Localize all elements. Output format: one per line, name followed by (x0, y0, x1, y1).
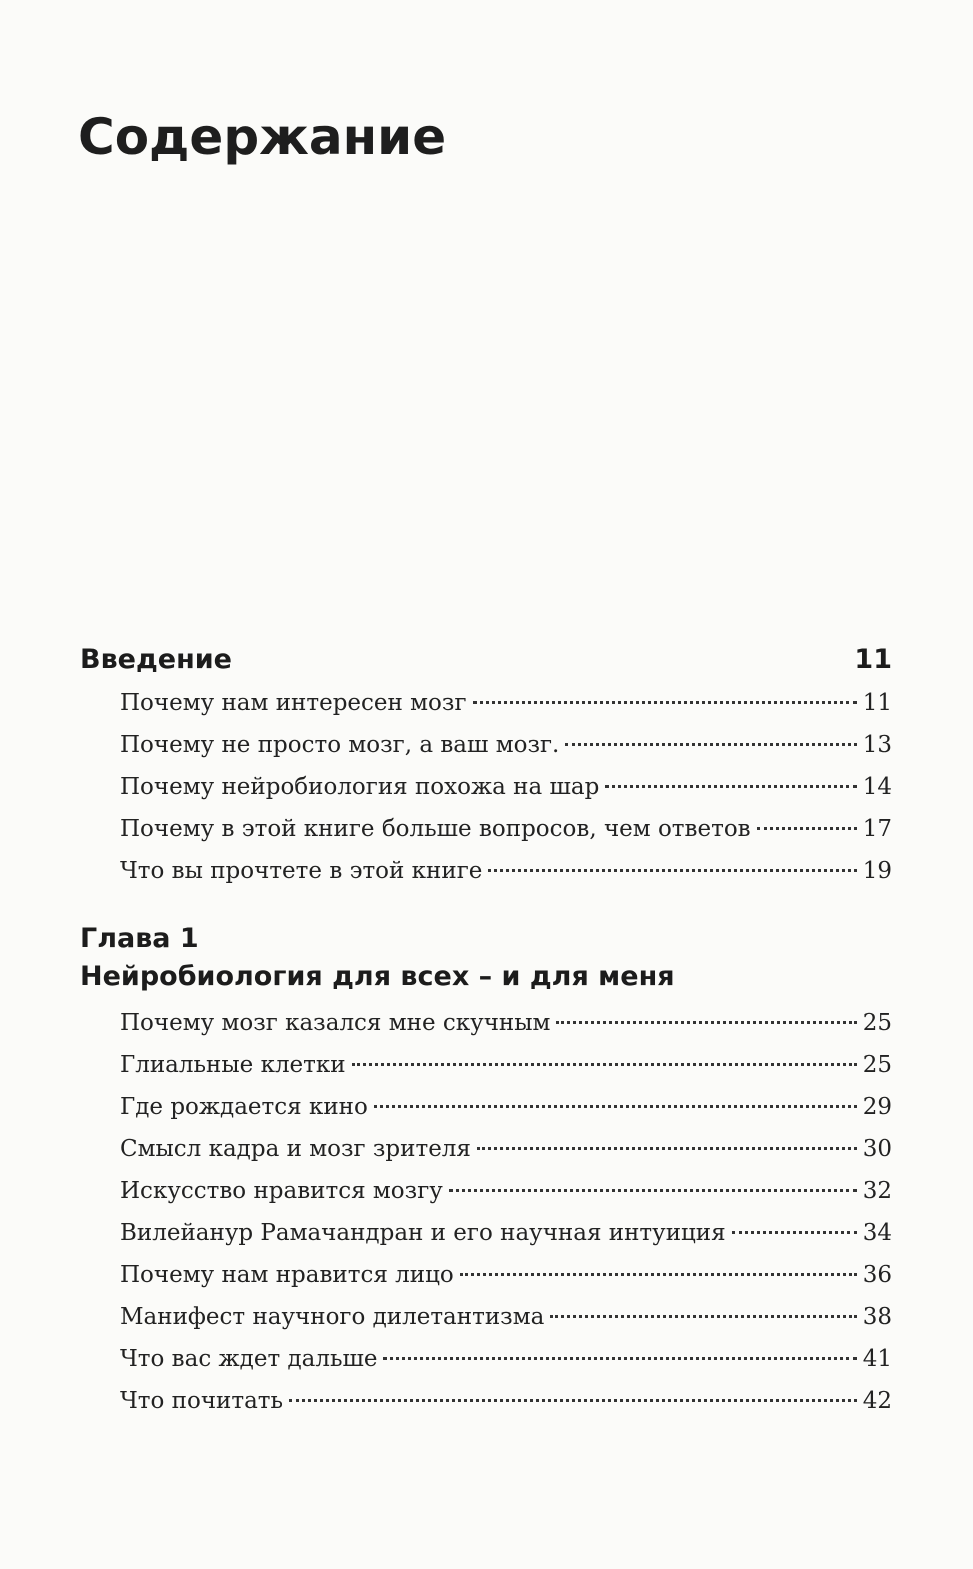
toc-entry-page: 17 (862, 816, 892, 842)
dot-leader (556, 1021, 856, 1024)
dot-leader (289, 1399, 857, 1402)
toc-entry-page: 25 (862, 1052, 892, 1078)
toc-entry (120, 1254, 892, 1296)
toc-entry (120, 1128, 892, 1170)
toc-entry (120, 1086, 892, 1128)
toc-entry-list (80, 682, 892, 892)
toc-entry (120, 766, 892, 808)
toc-entry-page: 25 (862, 1010, 892, 1036)
dot-leader (565, 743, 856, 746)
toc-entry-title: Что вы прочтете в этой книге (120, 858, 483, 884)
section-heading-page: 11 (854, 644, 892, 675)
dot-leader (605, 785, 856, 788)
dot-leader (449, 1189, 857, 1192)
dot-leader (473, 701, 857, 704)
section-heading-title: Введение (80, 644, 232, 675)
dot-leader (460, 1273, 857, 1276)
toc-entry-page: 36 (862, 1262, 892, 1288)
toc-entry (120, 1170, 892, 1212)
toc-entry-title: Почему нам интересен мозг (120, 690, 467, 716)
toc-entry-page: 38 (862, 1304, 892, 1330)
toc-entry-title: Почему нейробиология похожа на шар (120, 774, 600, 800)
toc-entry (120, 724, 892, 766)
dot-leader (352, 1063, 857, 1066)
toc-entry-title: Смысл кадра и мозг зрителя (120, 1136, 471, 1162)
dot-leader (374, 1105, 857, 1108)
toc-entry-title: Почему мозг казался мне скучным (120, 1010, 551, 1036)
toc-entry-title: Почему нам нравится лицо (120, 1262, 454, 1288)
toc-entry-title: Вилейанур Рамачандран и его научная интуиция (120, 1220, 726, 1246)
section-heading-introduction (80, 640, 892, 680)
toc-entry (120, 1338, 892, 1380)
toc-entry-page: 14 (862, 774, 892, 800)
toc-entry (120, 1212, 892, 1254)
toc-entry (120, 1002, 892, 1044)
dot-leader (550, 1315, 856, 1318)
toc-entry-title: Что вас ждет дальше (120, 1346, 378, 1372)
toc-entry-page: 13 (862, 732, 892, 758)
dot-leader (732, 1231, 857, 1234)
toc-entry-list (80, 1002, 892, 1422)
chapter-label: Глава 1 (80, 923, 199, 954)
toc-entry-page: 42 (862, 1388, 892, 1414)
toc-entry-page: 19 (862, 858, 892, 884)
toc-entry-title: Почему в этой книге больше вопросов, чем ответов (120, 816, 751, 842)
toc-entry-page: 29 (862, 1094, 892, 1120)
toc-entry-page: 34 (862, 1220, 892, 1246)
toc-entry-title: Где рождается кино (120, 1094, 368, 1120)
toc-entry (120, 808, 892, 850)
toc-section-introduction (80, 640, 892, 892)
toc-entry-title: Почему не просто мозг, а ваш мозг. (120, 732, 560, 758)
toc-entry-page: 32 (862, 1178, 892, 1204)
toc-entry-title: Искусство нравится мозгу (120, 1178, 443, 1204)
page-title: Содержание (78, 108, 447, 166)
toc-entry-page: 41 (862, 1346, 892, 1372)
toc-entry-page: 11 (862, 690, 892, 716)
toc-entry-title: Глиальные клетки (120, 1052, 346, 1078)
toc-section-chapter-1 (80, 922, 892, 1422)
chapter-title: Нейробиология для всех – и для меня (80, 961, 675, 992)
dot-leader (757, 827, 857, 830)
toc-entry (120, 1044, 892, 1086)
toc-entry-title: Манифест научного дилетантизма (120, 1304, 545, 1330)
dot-leader (477, 1147, 857, 1150)
toc-entry-title: Что почитать (120, 1388, 284, 1414)
toc-entry (120, 850, 892, 892)
toc-entry-page: 30 (862, 1136, 892, 1162)
toc-entry (120, 682, 892, 724)
dot-leader (488, 869, 856, 872)
toc-entry (120, 1296, 892, 1338)
toc-entry (120, 1380, 892, 1422)
dot-leader (383, 1357, 856, 1360)
